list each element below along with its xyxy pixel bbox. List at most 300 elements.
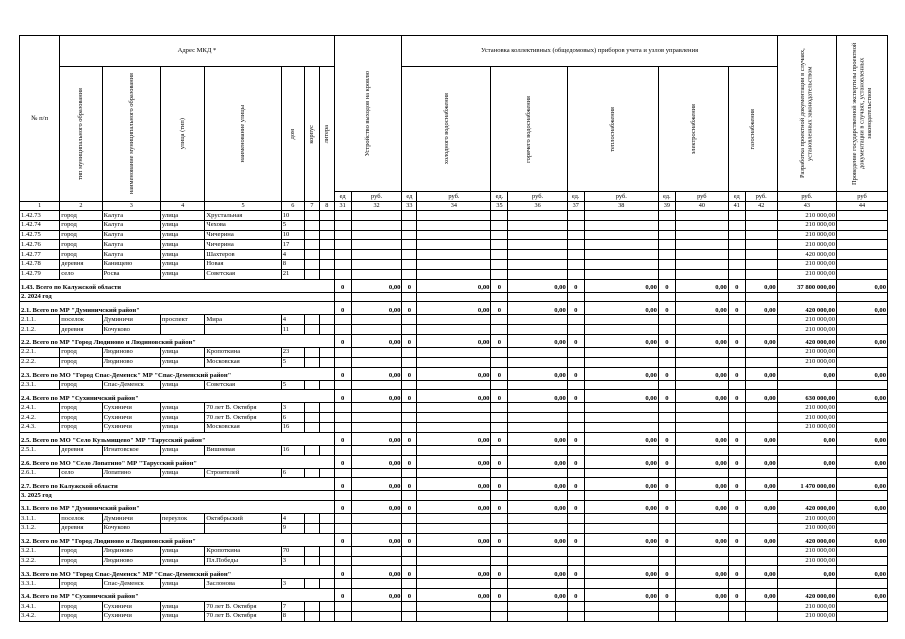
- empty-cell: [334, 380, 351, 390]
- empty-cell: [334, 259, 351, 269]
- empty-cell: [508, 315, 567, 325]
- municipality-type: город: [60, 240, 102, 250]
- empty-cell: [567, 325, 584, 335]
- empty-cell: [728, 514, 745, 524]
- empty-cell: [351, 240, 402, 250]
- table-row: [20, 211, 888, 221]
- street-name: Строителей: [205, 468, 281, 478]
- empty-cell: [584, 357, 658, 367]
- unit-count: 0: [728, 478, 745, 491]
- unit-count: 0: [334, 501, 351, 514]
- street-name-header-text: наименование улицы: [239, 105, 247, 163]
- empty-cell: [491, 556, 508, 566]
- unit-count: 0: [567, 455, 584, 468]
- money-value: 0,00: [745, 589, 777, 602]
- empty-cell: [745, 556, 777, 566]
- unit-count: 0: [728, 279, 745, 292]
- money-value: 0,00: [584, 367, 658, 380]
- building: [304, 357, 319, 367]
- empty-cell: [334, 556, 351, 566]
- street-type: улица: [160, 357, 205, 367]
- empty-cell: [584, 523, 658, 533]
- empty-cell: [417, 523, 491, 533]
- empty-cell: [491, 611, 508, 621]
- unit-count: 0: [402, 390, 417, 403]
- empty-cell: [728, 602, 745, 612]
- row-number: 2.1.2.: [20, 325, 60, 335]
- money-value: 0,00: [745, 279, 777, 292]
- unit-count: 0: [658, 566, 675, 579]
- empty-cell: [837, 292, 888, 302]
- subtotal-label: 2.2. Всего по МР "Город Людиново и Людиновский район": [20, 334, 335, 347]
- empty-cell: [417, 315, 491, 325]
- money-value: 0,00: [675, 501, 728, 514]
- unit-count: 0: [728, 501, 745, 514]
- empty-cell: [417, 292, 491, 302]
- expertise-cost: [837, 514, 888, 524]
- building: [304, 514, 319, 524]
- municipality-name: Калуга: [102, 230, 160, 240]
- empty-cell: [351, 422, 402, 432]
- empty-cell: [567, 491, 584, 501]
- empty-cell: [584, 579, 658, 589]
- unit-header: руб.: [584, 192, 658, 202]
- empty-cell: [728, 611, 745, 621]
- unit-count: 0: [658, 589, 675, 602]
- empty-cell: [402, 611, 417, 621]
- empty-cell: [584, 602, 658, 612]
- money-value: 0,00: [508, 566, 567, 579]
- empty-cell: [584, 269, 658, 279]
- municipality-name: Сухиничи: [102, 611, 160, 621]
- street-type-header-text: улица (тип): [178, 118, 186, 150]
- empty-cell: [658, 491, 675, 501]
- money-value: 0,00: [508, 533, 567, 546]
- empty-cell: [584, 380, 658, 390]
- empty-cell: [567, 579, 584, 589]
- empty-cell: [508, 556, 567, 566]
- table-row: [20, 357, 888, 367]
- subtotal-label: 3.3. Всего по МО "Город Спас-Деменск" МР "Спас-Деменский район": [20, 566, 335, 579]
- empty-cell: [658, 259, 675, 269]
- municipality-type: деревня: [60, 259, 102, 269]
- empty-cell: [584, 325, 658, 335]
- row-number: 1.42.76: [20, 240, 60, 250]
- empty-cell: [584, 514, 658, 524]
- house-number: 3: [281, 403, 304, 413]
- table-row: [20, 403, 888, 413]
- design-cost: 630 000,00: [777, 390, 836, 403]
- design-cost: [777, 380, 836, 390]
- street-type: улица: [160, 380, 205, 390]
- empty-cell: [491, 445, 508, 455]
- house-number: 5: [281, 220, 304, 230]
- street-name: [205, 325, 281, 335]
- empty-cell: [584, 250, 658, 260]
- money-value: 0,00: [675, 533, 728, 546]
- unit-count: 0: [658, 302, 675, 315]
- empty-cell: [728, 292, 745, 302]
- empty-cell: [658, 403, 675, 413]
- empty-cell: [402, 250, 417, 260]
- subtotal-row: [20, 566, 888, 579]
- empty-cell: [491, 413, 508, 423]
- street-name: Октябрьский: [205, 514, 281, 524]
- letter-header: [319, 67, 334, 202]
- unit-count: 0: [334, 432, 351, 445]
- municipality-name: Спас-Деменск: [102, 579, 160, 589]
- money-value: 0,00: [584, 334, 658, 347]
- money-value: 0,00: [417, 566, 491, 579]
- empty-cell: [567, 602, 584, 612]
- building: [304, 403, 319, 413]
- empty-cell: [491, 380, 508, 390]
- building: [304, 380, 319, 390]
- unit-count: 0: [334, 478, 351, 491]
- unit-count: 0: [728, 455, 745, 468]
- municipality-name: Сухиничи: [102, 413, 160, 423]
- street-type: улица: [160, 259, 205, 269]
- empty-cell: [334, 211, 351, 221]
- money-value: 0,00: [351, 367, 402, 380]
- municipality-name: Калуга: [102, 250, 160, 260]
- street-name: Шахтеров: [205, 250, 281, 260]
- empty-cell: [402, 523, 417, 533]
- cold-water-header: [402, 67, 491, 192]
- municipality-type: город: [60, 220, 102, 230]
- row-number: 3.1.2.: [20, 523, 60, 533]
- empty-cell: [351, 546, 402, 556]
- unit-header: ед: [728, 192, 745, 202]
- empty-cell: [745, 514, 777, 524]
- municipality-type-header-text: тип муниципального образования: [77, 87, 85, 181]
- house-number: 9: [281, 523, 304, 533]
- design-cost: 210 000,00: [777, 523, 836, 533]
- empty-cell: [658, 230, 675, 240]
- municipality-type: поселок: [60, 315, 102, 325]
- unit-count: 0: [334, 589, 351, 602]
- subtotal-label: 2.4. Всего по МР "Сухиничский район": [20, 390, 335, 403]
- unit-count: 0: [402, 501, 417, 514]
- design-cost: 210 000,00: [777, 240, 836, 250]
- letter: [319, 240, 334, 250]
- column-number: 8: [319, 202, 334, 211]
- year-section-label: 2. 2024 год: [20, 292, 335, 302]
- house-header: [281, 67, 304, 202]
- empty-cell: [508, 611, 567, 621]
- empty-cell: [334, 413, 351, 423]
- empty-cell: [567, 230, 584, 240]
- empty-cell: [351, 292, 402, 302]
- municipality-type: город: [60, 250, 102, 260]
- design-cost: [777, 445, 836, 455]
- empty-cell: [334, 491, 351, 501]
- unit-count: 0: [567, 478, 584, 491]
- empty-cell: [508, 259, 567, 269]
- unit-count: 0: [728, 367, 745, 380]
- empty-cell: [728, 403, 745, 413]
- design-cost: 210 000,00: [777, 211, 836, 221]
- municipality-type: город: [60, 230, 102, 240]
- empty-cell: [567, 556, 584, 566]
- row-number: 1.42.78: [20, 259, 60, 269]
- money-value: 0,00: [508, 302, 567, 315]
- empty-cell: [402, 240, 417, 250]
- empty-cell: [351, 259, 402, 269]
- empty-cell: [402, 259, 417, 269]
- empty-cell: [417, 413, 491, 423]
- empty-cell: [491, 468, 508, 478]
- empty-cell: [334, 315, 351, 325]
- empty-cell: [745, 611, 777, 621]
- municipality-type: город: [60, 602, 102, 612]
- design-docs-header: [777, 36, 836, 192]
- empty-cell: [675, 230, 728, 240]
- empty-cell: [658, 347, 675, 357]
- money-value: 0,00: [584, 501, 658, 514]
- empty-cell: [351, 556, 402, 566]
- street-name: 70 лет В. Октября: [205, 403, 281, 413]
- column-number: 31: [334, 202, 351, 211]
- money-value: 0,00: [417, 367, 491, 380]
- empty-cell: [584, 491, 658, 501]
- empty-cell: [728, 347, 745, 357]
- empty-cell: [417, 556, 491, 566]
- empty-cell: [417, 422, 491, 432]
- empty-cell: [417, 240, 491, 250]
- empty-cell: [417, 602, 491, 612]
- municipality-name: Думиничи: [102, 514, 160, 524]
- street-name: Вишневая: [205, 445, 281, 455]
- building: [304, 523, 319, 533]
- empty-cell: [745, 413, 777, 423]
- street-name: 70 лет В. Октября: [205, 611, 281, 621]
- empty-cell: [417, 250, 491, 260]
- empty-cell: [658, 357, 675, 367]
- empty-cell: [402, 230, 417, 240]
- subtotal-row: [20, 533, 888, 546]
- empty-cell: [675, 250, 728, 260]
- house-number: 70: [281, 546, 304, 556]
- empty-cell: [491, 347, 508, 357]
- expertise-cost: [837, 220, 888, 230]
- unit-count: 0: [728, 533, 745, 546]
- empty-cell: [584, 445, 658, 455]
- money-value: 0,00: [675, 455, 728, 468]
- empty-cell: [675, 422, 728, 432]
- street-name: Хрустальная: [205, 211, 281, 221]
- column-number: 32: [351, 202, 402, 211]
- empty-cell: [567, 611, 584, 621]
- empty-cell: [728, 250, 745, 260]
- street-type: улица: [160, 347, 205, 357]
- empty-cell: [508, 491, 567, 501]
- street-name: Кропоткина: [205, 347, 281, 357]
- empty-cell: [334, 240, 351, 250]
- unit-header: руб.: [417, 192, 491, 202]
- unit-count: 0: [334, 302, 351, 315]
- empty-cell: [351, 220, 402, 230]
- table-row: [20, 579, 888, 589]
- empty-cell: [491, 357, 508, 367]
- empty-cell: [491, 240, 508, 250]
- empty-cell: [675, 445, 728, 455]
- unit-count: 0: [491, 334, 508, 347]
- empty-cell: [745, 380, 777, 390]
- unit-count: 0: [658, 432, 675, 445]
- table-row: [20, 514, 888, 524]
- empty-cell: [728, 546, 745, 556]
- unit-count: 0: [491, 367, 508, 380]
- empty-cell: [658, 611, 675, 621]
- heating-header-text: теплоснабжения: [609, 106, 617, 152]
- building: [304, 602, 319, 612]
- expertise-cost: [837, 468, 888, 478]
- empty-cell: [508, 380, 567, 390]
- row-number: 1.42.74: [20, 220, 60, 230]
- money-value: 0,00: [745, 533, 777, 546]
- building: [304, 315, 319, 325]
- empty-cell: [584, 347, 658, 357]
- unit-count: 0: [491, 302, 508, 315]
- money-value: 0,00: [745, 478, 777, 491]
- subtotal-row: [20, 455, 888, 468]
- empty-cell: [728, 220, 745, 230]
- unit-count: 0: [728, 390, 745, 403]
- empty-cell: [417, 347, 491, 357]
- empty-cell: [417, 579, 491, 589]
- expertise-cost: [837, 325, 888, 335]
- house-number: 4: [281, 514, 304, 524]
- unit-count: 0: [567, 533, 584, 546]
- table-body: [20, 211, 888, 622]
- empty-cell: [491, 315, 508, 325]
- letter: [319, 315, 334, 325]
- empty-cell: [402, 579, 417, 589]
- municipality-type: село: [60, 468, 102, 478]
- unit-count: 0: [658, 478, 675, 491]
- empty-cell: [675, 523, 728, 533]
- row-number: 1.42.77: [20, 250, 60, 260]
- empty-cell: [675, 380, 728, 390]
- empty-cell: [728, 468, 745, 478]
- empty-cell: [675, 211, 728, 221]
- building: [304, 611, 319, 621]
- unit-count: 0: [567, 501, 584, 514]
- empty-cell: [334, 269, 351, 279]
- empty-cell: [402, 292, 417, 302]
- street-type: улица: [160, 269, 205, 279]
- municipality-type: город: [60, 357, 102, 367]
- building: [304, 347, 319, 357]
- unit-count: 0: [728, 302, 745, 315]
- money-value: 0,00: [417, 589, 491, 602]
- empty-cell: [658, 292, 675, 302]
- empty-cell: [567, 413, 584, 423]
- empty-cell: [508, 240, 567, 250]
- empty-cell: [334, 523, 351, 533]
- empty-cell: [675, 611, 728, 621]
- empty-cell: [508, 325, 567, 335]
- expertise-cost: [837, 611, 888, 621]
- empty-cell: [417, 220, 491, 230]
- empty-cell: [508, 211, 567, 221]
- empty-cell: [728, 269, 745, 279]
- letter: [319, 347, 334, 357]
- letter: [319, 468, 334, 478]
- column-number: 4: [160, 202, 205, 211]
- letter: [319, 413, 334, 423]
- money-value: 0,00: [675, 478, 728, 491]
- table-row: [20, 556, 888, 566]
- empty-cell: [745, 230, 777, 240]
- street-name-header: [205, 67, 281, 202]
- empty-cell: [584, 403, 658, 413]
- street-type: улица: [160, 422, 205, 432]
- empty-cell: [417, 468, 491, 478]
- empty-cell: [491, 523, 508, 533]
- empty-cell: [777, 292, 836, 302]
- empty-cell: [508, 357, 567, 367]
- letter: [319, 579, 334, 589]
- empty-cell: [567, 523, 584, 533]
- subtotal-label: 3.4. Всего по МР "Сухиничский район": [20, 589, 335, 602]
- design-cost: 1 470 000,00: [777, 478, 836, 491]
- expertise-cost: [837, 347, 888, 357]
- empty-cell: [417, 259, 491, 269]
- empty-cell: [658, 445, 675, 455]
- money-value: 0,00: [675, 432, 728, 445]
- empty-cell: [658, 325, 675, 335]
- empty-cell: [567, 292, 584, 302]
- design-cost: 0,00: [777, 455, 836, 468]
- empty-cell: [567, 259, 584, 269]
- street-type: улица: [160, 250, 205, 260]
- municipality-type: город: [60, 546, 102, 556]
- building: [304, 240, 319, 250]
- empty-cell: [728, 380, 745, 390]
- money-value: 0,00: [584, 533, 658, 546]
- unit-count: 0: [567, 367, 584, 380]
- empty-cell: [334, 250, 351, 260]
- table-row: [20, 602, 888, 612]
- empty-cell: [351, 315, 402, 325]
- column-numbers-row: [20, 202, 888, 211]
- row-number: 3.2.1.: [20, 546, 60, 556]
- subtotal-label: 2.3. Всего по МО "Город Спас-Деменск" МР "Спас-Деменский район": [20, 367, 335, 380]
- empty-cell: [508, 514, 567, 524]
- money-value: 0,00: [351, 455, 402, 468]
- empty-cell: [508, 468, 567, 478]
- unit-count: 0: [334, 455, 351, 468]
- empty-cell: [567, 403, 584, 413]
- unit-count: 0: [491, 566, 508, 579]
- street-type: улица: [160, 403, 205, 413]
- municipality-name: Лопатино: [102, 468, 160, 478]
- empty-cell: [491, 602, 508, 612]
- street-type: улица: [160, 602, 205, 612]
- unit-count: 0: [658, 390, 675, 403]
- money-value: 0,00: [584, 455, 658, 468]
- design-cost: [777, 468, 836, 478]
- empty-cell: [491, 579, 508, 589]
- empty-cell: [417, 325, 491, 335]
- empty-cell: [334, 514, 351, 524]
- unit-header: руб.: [508, 192, 567, 202]
- house-number: 6: [281, 413, 304, 423]
- municipality-type: город: [60, 347, 102, 357]
- street-type: улица: [160, 611, 205, 621]
